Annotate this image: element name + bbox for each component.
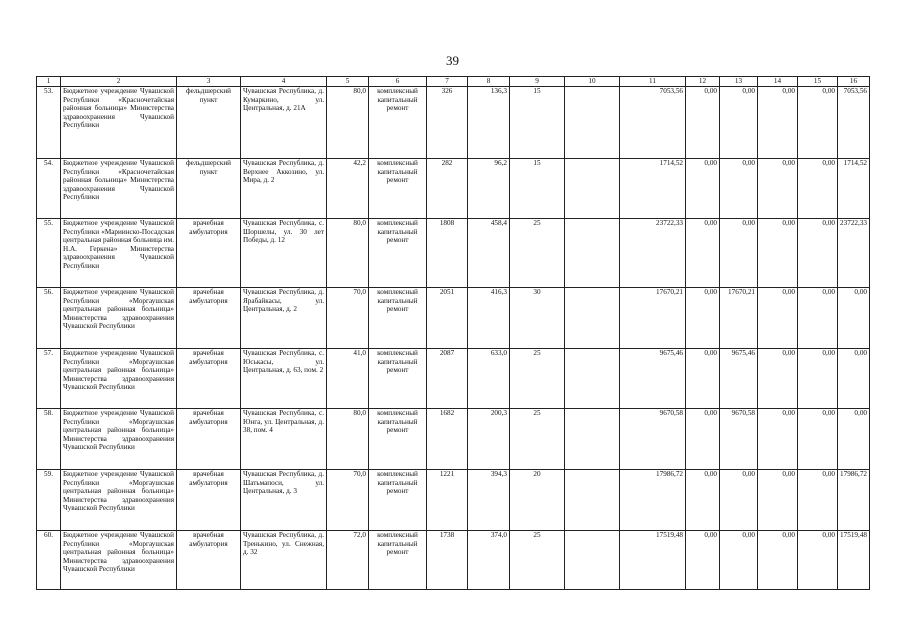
column-number-header: 6	[369, 77, 427, 87]
col7-value-cell: 1221	[427, 470, 468, 531]
column-number-header: 1	[37, 77, 61, 87]
col11-value-cell: 9675,46	[620, 349, 686, 409]
col15-value-cell: 0,00	[798, 349, 838, 409]
table-row	[37, 531, 870, 590]
col14-value-cell: 0,00	[758, 531, 798, 590]
col5-value-cell: 72,0	[327, 531, 369, 590]
col12-value-cell: 0,00	[686, 219, 720, 288]
col8-value-cell: 416,3	[468, 288, 510, 349]
col14-value-cell: 0,00	[758, 349, 798, 409]
col13-value-cell: 9670,58	[720, 409, 758, 470]
col5-value-cell: 80,0	[327, 219, 369, 288]
facility-type-cell: врачебная амбулатория	[177, 531, 241, 590]
work-type-cell: комплексный капитальный ремонт	[369, 288, 427, 349]
address-cell: Чувашская Республика, д. Тренькино, ул. Снежная, д. 32	[241, 531, 327, 590]
institution-name-cell: Бюджетное учреждение Чувашской Республики «Моргаушская центральная районная больница» Министерства здравоохранения Чувашской Республики	[61, 531, 177, 590]
col12-value-cell: 0,00	[686, 87, 720, 159]
work-type-cell: комплексный капитальный ремонт	[369, 87, 427, 159]
col11-value-cell: 17519,48	[620, 531, 686, 590]
facility-type-cell: врачебная амбулатория	[177, 349, 241, 409]
facility-type-cell: фельдшерский пункт	[177, 159, 241, 219]
col10-value-cell	[565, 409, 620, 470]
col5-value-cell: 80,0	[327, 87, 369, 159]
col11-value-cell: 17670,21	[620, 288, 686, 349]
col8-value-cell: 394,3	[468, 470, 510, 531]
col13-value-cell: 17670,21	[720, 288, 758, 349]
col13-value-cell: 0,00	[720, 470, 758, 531]
work-type-cell: комплексный капитальный ремонт	[369, 219, 427, 288]
col5-value-cell: 80,0	[327, 409, 369, 470]
work-type-cell: комплексный капитальный ремонт	[369, 349, 427, 409]
column-number-header: 5	[327, 77, 369, 87]
col10-value-cell	[565, 159, 620, 219]
address-cell: Чувашская Республика, д. Шатьмапоси, ул. Центральная, д. 3	[241, 470, 327, 531]
table-row	[37, 470, 870, 531]
column-number-header: 16	[838, 77, 870, 87]
facility-type-cell: врачебная амбулатория	[177, 219, 241, 288]
col12-value-cell: 0,00	[686, 349, 720, 409]
col10-value-cell	[565, 349, 620, 409]
work-type-cell: комплексный капитальный ремонт	[369, 531, 427, 590]
address-cell: Чувашская Республика, с. Юськасы, ул. Центральная, д. 63, пом. 2	[241, 349, 327, 409]
address-cell: Чувашская Республика, с. Шоршелы, ул. 30 лет Победы, д. 12	[241, 219, 327, 288]
col16-value-cell: 0,00	[838, 409, 870, 470]
column-number-header: 11	[620, 77, 686, 87]
row-number-cell: 56.	[37, 288, 61, 349]
address-cell: Чувашская Республика, с. Юнга, ул. Центральная, д. 38, пом. 4	[241, 409, 327, 470]
work-type-cell: комплексный капитальный ремонт	[369, 409, 427, 470]
work-type-cell: комплексный капитальный ремонт	[369, 470, 427, 531]
col11-value-cell: 9670,58	[620, 409, 686, 470]
col16-value-cell: 1714,52	[838, 159, 870, 219]
facilities-table	[36, 76, 870, 590]
page-number: 39	[446, 53, 459, 68]
col11-value-cell: 1714,52	[620, 159, 686, 219]
row-number-cell: 54.	[37, 159, 61, 219]
facility-type-cell: фельдшерский пункт	[177, 87, 241, 159]
col9-value-cell: 25	[510, 349, 565, 409]
address-cell: Чувашская Республика, д. Ярабайкасы, ул. Центральная, д. 2	[241, 288, 327, 349]
col8-value-cell: 374,0	[468, 531, 510, 590]
col9-value-cell: 25	[510, 219, 565, 288]
col5-value-cell: 70,0	[327, 288, 369, 349]
institution-name-cell: Бюджетное учреждение Чувашской Республики «Моргаушская центральная районная больница» Министерства здравоохранения Чувашской Республики	[61, 288, 177, 349]
institution-name-cell: Бюджетное учреждение Чувашской Республики «Красночетайская районная больница» Министерства здравоохранения Чувашской Республики	[61, 87, 177, 159]
col15-value-cell: 0,00	[798, 219, 838, 288]
col14-value-cell: 0,00	[758, 87, 798, 159]
col13-value-cell: 0,00	[720, 531, 758, 590]
col10-value-cell	[565, 219, 620, 288]
institution-name-cell: Бюджетное учреждение Чувашской Республики «Моргаушская центральная районная больница» Министерства здравоохранения Чувашской Республики	[61, 470, 177, 531]
col7-value-cell: 282	[427, 159, 468, 219]
column-number-header: 2	[61, 77, 177, 87]
table-row	[37, 409, 870, 470]
row-number-cell: 58.	[37, 409, 61, 470]
col9-value-cell: 15	[510, 159, 565, 219]
column-number-header: 14	[758, 77, 798, 87]
col12-value-cell: 0,00	[686, 159, 720, 219]
address-cell: Чувашская Республика, д. Кумаркино, ул. Центральная, д. 21А	[241, 87, 327, 159]
col13-value-cell: 9675,46	[720, 349, 758, 409]
col12-value-cell: 0,00	[686, 288, 720, 349]
table-row	[37, 87, 870, 159]
col16-value-cell: 17986,72	[838, 470, 870, 531]
row-number-cell: 60.	[37, 531, 61, 590]
column-number-header: 10	[565, 77, 620, 87]
col14-value-cell: 0,00	[758, 288, 798, 349]
facility-type-cell: врачебная амбулатория	[177, 288, 241, 349]
col10-value-cell	[565, 87, 620, 159]
column-number-header: 7	[427, 77, 468, 87]
col7-value-cell: 2051	[427, 288, 468, 349]
table-row	[37, 349, 870, 409]
col14-value-cell: 0,00	[758, 409, 798, 470]
column-number-header: 3	[177, 77, 241, 87]
institution-name-cell: Бюджетное учреждение Чувашской Республики «Мариинско-Посадская центральная районная больница им. Н.А. Геркена» Министерства здравоохранения Чувашской Республики	[61, 219, 177, 288]
col8-value-cell: 200,3	[468, 409, 510, 470]
col15-value-cell: 0,00	[798, 531, 838, 590]
column-number-header: 9	[510, 77, 565, 87]
col14-value-cell: 0,00	[758, 470, 798, 531]
col12-value-cell: 0,00	[686, 531, 720, 590]
col7-value-cell: 1682	[427, 409, 468, 470]
col14-value-cell: 0,00	[758, 219, 798, 288]
col15-value-cell: 0,00	[798, 470, 838, 531]
work-type-cell: комплексный капитальный ремонт	[369, 159, 427, 219]
institution-name-cell: Бюджетное учреждение Чувашской Республики «Красночетайская районная больница» Министерства здравоохранения Чувашской Республики	[61, 159, 177, 219]
col12-value-cell: 0,00	[686, 409, 720, 470]
col7-value-cell: 326	[427, 87, 468, 159]
col8-value-cell: 136,3	[468, 87, 510, 159]
column-number-header: 12	[686, 77, 720, 87]
col10-value-cell	[565, 470, 620, 531]
column-number-header: 8	[468, 77, 510, 87]
col11-value-cell: 7053,56	[620, 87, 686, 159]
table-row	[37, 159, 870, 219]
col7-value-cell: 1738	[427, 531, 468, 590]
table-row	[37, 288, 870, 349]
institution-name-cell: Бюджетное учреждение Чувашской Республики «Моргаушская центральная районная больница» Министерства здравоохранения Чувашской Республики	[61, 409, 177, 470]
column-number-header: 15	[798, 77, 838, 87]
row-number-cell: 57.	[37, 349, 61, 409]
col5-value-cell: 42,2	[327, 159, 369, 219]
address-cell: Чувашская Республика, д. Верхнее Аккозино, ул. Мира, д. 2	[241, 159, 327, 219]
col15-value-cell: 0,00	[798, 159, 838, 219]
column-number-header: 4	[241, 77, 327, 87]
col5-value-cell: 41,0	[327, 349, 369, 409]
column-number-row	[37, 77, 870, 87]
col9-value-cell: 30	[510, 288, 565, 349]
col13-value-cell: 0,00	[720, 159, 758, 219]
col9-value-cell: 25	[510, 409, 565, 470]
col9-value-cell: 25	[510, 531, 565, 590]
col7-value-cell: 1808	[427, 219, 468, 288]
table-row	[37, 219, 870, 288]
col16-value-cell: 23722,33	[838, 219, 870, 288]
col8-value-cell: 96,2	[468, 159, 510, 219]
facility-type-cell: врачебная амбулатория	[177, 409, 241, 470]
institution-name-cell: Бюджетное учреждение Чувашской Республики «Моргаушская центральная районная больница» Министерства здравоохранения Чувашской Республики	[61, 349, 177, 409]
col10-value-cell	[565, 288, 620, 349]
col15-value-cell: 0,00	[798, 87, 838, 159]
col8-value-cell: 633,0	[468, 349, 510, 409]
col7-value-cell: 2087	[427, 349, 468, 409]
col15-value-cell: 0,00	[798, 288, 838, 349]
col9-value-cell: 15	[510, 87, 565, 159]
col11-value-cell: 23722,33	[620, 219, 686, 288]
col8-value-cell: 458,4	[468, 219, 510, 288]
row-number-cell: 55.	[37, 219, 61, 288]
col16-value-cell: 7053,56	[838, 87, 870, 159]
column-number-header: 13	[720, 77, 758, 87]
row-number-cell: 59.	[37, 470, 61, 531]
col10-value-cell	[565, 531, 620, 590]
col16-value-cell: 0,00	[838, 349, 870, 409]
col16-value-cell: 0,00	[838, 288, 870, 349]
col5-value-cell: 70,0	[327, 470, 369, 531]
col11-value-cell: 17986,72	[620, 470, 686, 531]
col9-value-cell: 20	[510, 470, 565, 531]
col16-value-cell: 17519,48	[838, 531, 870, 590]
row-number-cell: 53.	[37, 87, 61, 159]
col12-value-cell: 0,00	[686, 470, 720, 531]
col14-value-cell: 0,00	[758, 159, 798, 219]
col13-value-cell: 0,00	[720, 87, 758, 159]
facility-type-cell: врачебная амбулатория	[177, 470, 241, 531]
col15-value-cell: 0,00	[798, 409, 838, 470]
col13-value-cell: 0,00	[720, 219, 758, 288]
